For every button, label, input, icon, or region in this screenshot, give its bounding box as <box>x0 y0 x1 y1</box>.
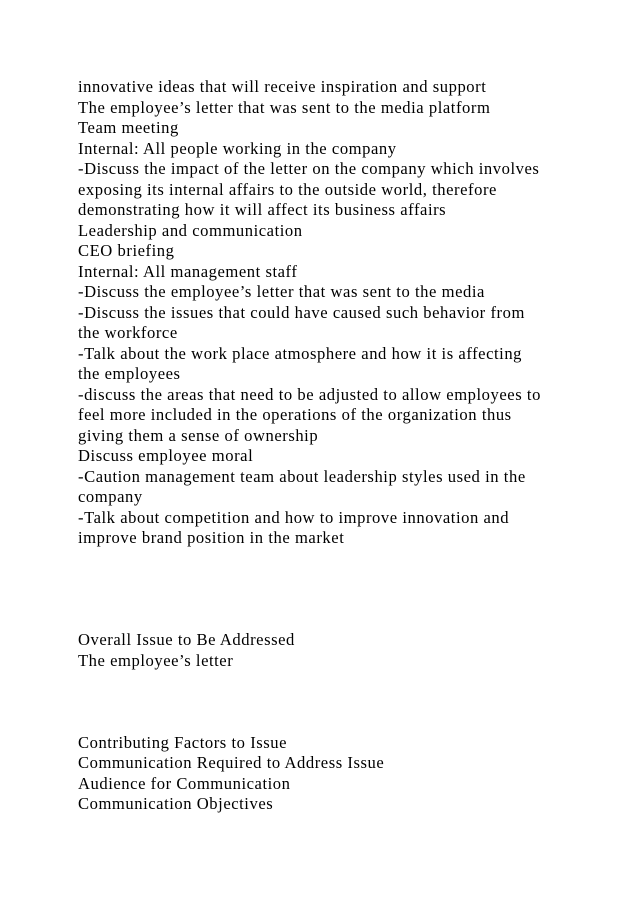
text-line: innovative ideas that will receive inspiration and support <box>78 77 487 96</box>
text-line: -Discuss the issues that could have caused such behavior from <box>78 303 525 322</box>
text-line: giving them a sense of ownership <box>78 426 319 445</box>
text-line: Internal: All people working in the company <box>78 139 397 158</box>
text-line: demonstrating how it will affect its business affairs <box>78 200 447 219</box>
text-line: -Talk about the work place atmosphere and how it is affecting <box>78 344 523 363</box>
text-line: -Discuss the employee’s letter that was sent to the media <box>78 282 485 301</box>
text-line: -Talk about competition and how to improve innovation and <box>78 508 510 527</box>
text-line: Team meeting <box>78 118 179 137</box>
section-heading: Overall Issue to Be Addressed <box>78 630 295 649</box>
text-line: The employee’s letter <box>78 651 234 670</box>
section-heading: Communication Objectives <box>78 794 274 813</box>
text-line: The employee’s letter that was sent to the media platform <box>78 98 491 117</box>
text-line: -Caution management team about leadership styles used in the <box>78 467 526 486</box>
text-line: Leadership and communication <box>78 221 303 240</box>
section-heading: Contributing Factors to Issue <box>78 733 288 752</box>
text-line: Internal: All management staff <box>78 262 298 281</box>
text-line: -discuss the areas that need to be adjusted to allow employees to <box>78 385 541 404</box>
text-line: exposing its internal affairs to the outside world, therefore <box>78 180 497 199</box>
section-heading: Audience for Communication <box>78 774 291 793</box>
text-line: CEO briefing <box>78 241 175 260</box>
text-line: Discuss employee moral <box>78 446 254 465</box>
text-line: company <box>78 487 143 506</box>
text-line: the employees <box>78 364 181 383</box>
text-line: feel more included in the operations of the organization thus <box>78 405 512 424</box>
text-line: the workforce <box>78 323 178 342</box>
section-heading: Communication Required to Address Issue <box>78 753 385 772</box>
text-line: -Discuss the impact of the letter on the company which involves <box>78 159 540 178</box>
text-line: improve brand position in the market <box>78 528 345 547</box>
